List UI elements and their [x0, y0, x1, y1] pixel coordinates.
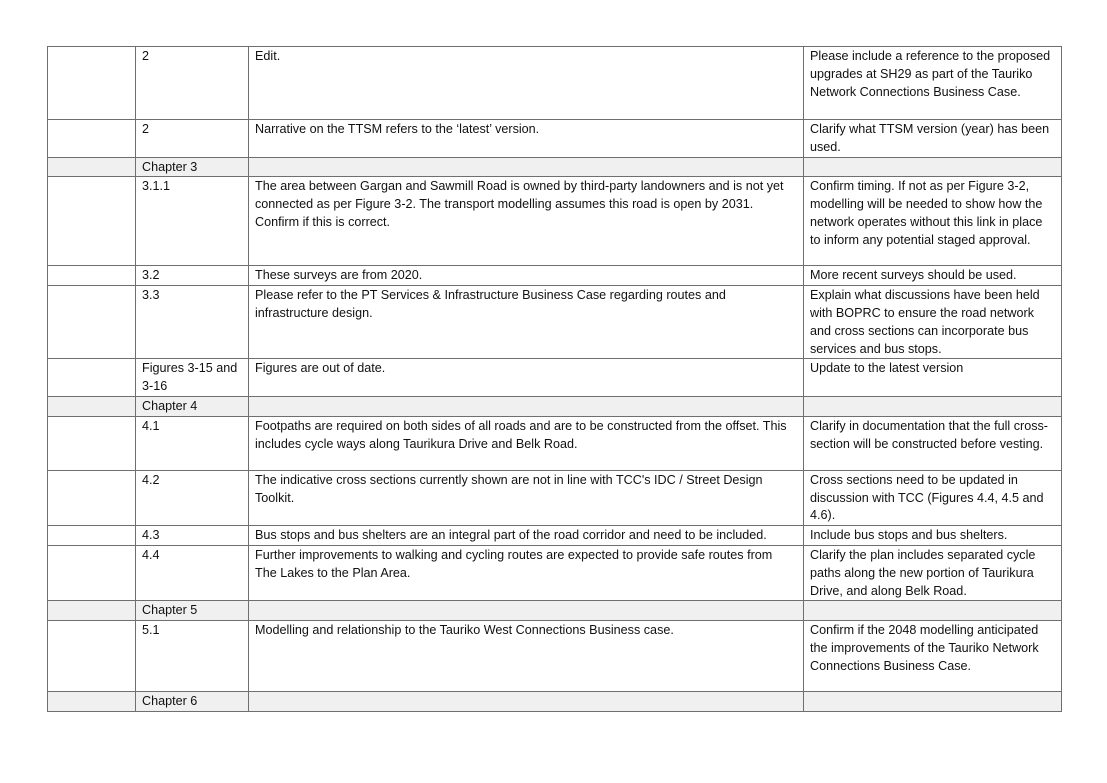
table-row [48, 286, 1062, 359]
chapter-heading: Chapter 4 [136, 396, 249, 416]
table-row [48, 545, 1062, 600]
reference-cell: 5.1 [136, 621, 249, 692]
table-row [48, 47, 1062, 120]
reference-cell: 4.3 [136, 526, 249, 546]
action-cell: Confirm timing. If not as per Figure 3-2, modelling will be needed to show how the network operates without this link in place to inform any potential staged approval. [804, 177, 1062, 266]
index-cell [48, 526, 136, 546]
table-row [48, 416, 1062, 470]
index-cell [48, 359, 136, 397]
table-row [48, 177, 1062, 266]
comment-cell [249, 157, 804, 177]
index-cell [48, 545, 136, 600]
index-cell [48, 470, 136, 525]
reference-cell: 2 [136, 120, 249, 158]
index-cell [48, 177, 136, 266]
chapter-heading: Chapter 5 [136, 601, 249, 621]
comment-cell: Modelling and relationship to the Tauriko West Connections Business case. [249, 621, 804, 692]
reference-cell: Figures 3-15 and 3-16 [136, 359, 249, 397]
reference-cell: 2 [136, 47, 249, 120]
table-row [48, 470, 1062, 525]
comment-cell: The area between Gargan and Sawmill Road is owned by third-party landowners and is not yet connected as per Figure 3-2. The transport modelling assumes this road is open by 2031. Confirm if this is correct. [249, 177, 804, 266]
index-cell [48, 396, 136, 416]
table-row [48, 526, 1062, 546]
reference-cell: 4.2 [136, 470, 249, 525]
action-cell [804, 692, 1062, 712]
reference-cell: 3.3 [136, 286, 249, 359]
action-cell: Include bus stops and bus shelters. [804, 526, 1062, 546]
table-row [48, 359, 1062, 397]
review-comments-table [47, 46, 1062, 712]
comment-cell: Further improvements to walking and cycling routes are expected to provide safe routes from The Lakes to the Plan Area. [249, 545, 804, 600]
index-cell [48, 157, 136, 177]
chapter-row [48, 396, 1062, 416]
chapter-heading: Chapter 3 [136, 157, 249, 177]
review-table-body [48, 47, 1062, 712]
comment-cell [249, 396, 804, 416]
table-row [48, 120, 1062, 158]
table-row [48, 621, 1062, 692]
reference-cell: 4.1 [136, 416, 249, 470]
action-cell [804, 157, 1062, 177]
index-cell [48, 621, 136, 692]
reference-cell: 3.2 [136, 266, 249, 286]
action-cell: Clarify the plan includes separated cycle paths along the new portion of Taurikura Drive, and along Belk Road. [804, 545, 1062, 600]
reference-cell: 4.4 [136, 545, 249, 600]
action-cell: Cross sections need to be updated in discussion with TCC (Figures 4.4, 4.5 and 4.6). [804, 470, 1062, 525]
action-cell: Explain what discussions have been held with BOPRC to ensure the road network and cross sections can incorporate bus services and bus stops. [804, 286, 1062, 359]
index-cell [48, 601, 136, 621]
action-cell: Confirm if the 2048 modelling anticipated the improvements of the Tauriko Network Connections Business Case. [804, 621, 1062, 692]
index-cell [48, 416, 136, 470]
chapter-row [48, 601, 1062, 621]
action-cell [804, 396, 1062, 416]
index-cell [48, 286, 136, 359]
reference-cell: 3.1.1 [136, 177, 249, 266]
index-cell [48, 120, 136, 158]
action-cell: Update to the latest version [804, 359, 1062, 397]
action-cell [804, 601, 1062, 621]
table-row [48, 266, 1062, 286]
chapter-heading: Chapter 6 [136, 692, 249, 712]
comment-cell [249, 601, 804, 621]
comment-cell: Narrative on the TTSM refers to the ‘latest’ version. [249, 120, 804, 158]
index-cell [48, 692, 136, 712]
comment-cell [249, 692, 804, 712]
action-cell: Clarify in documentation that the full cross-section will be constructed before vesting. [804, 416, 1062, 470]
comment-cell: The indicative cross sections currently shown are not in line with TCC's IDC / Street Design Toolkit. [249, 470, 804, 525]
comment-cell: Bus stops and bus shelters are an integral part of the road corridor and need to be included. [249, 526, 804, 546]
action-cell: More recent surveys should be used. [804, 266, 1062, 286]
index-cell [48, 47, 136, 120]
chapter-row [48, 692, 1062, 712]
action-cell: Please include a reference to the proposed upgrades at SH29 as part of the Tauriko Network Connections Business Case. [804, 47, 1062, 120]
comment-cell: Please refer to the PT Services & Infrastructure Business Case regarding routes and infrastructure design. [249, 286, 804, 359]
comment-cell: Edit. [249, 47, 804, 120]
comment-cell: These surveys are from 2020. [249, 266, 804, 286]
action-cell: Clarify what TTSM version (year) has been used. [804, 120, 1062, 158]
comment-cell: Footpaths are required on both sides of all roads and are to be constructed from the offset. This includes cycle ways along Taurikura Drive and Belk Road. [249, 416, 804, 470]
comment-cell: Figures are out of date. [249, 359, 804, 397]
chapter-row [48, 157, 1062, 177]
index-cell [48, 266, 136, 286]
